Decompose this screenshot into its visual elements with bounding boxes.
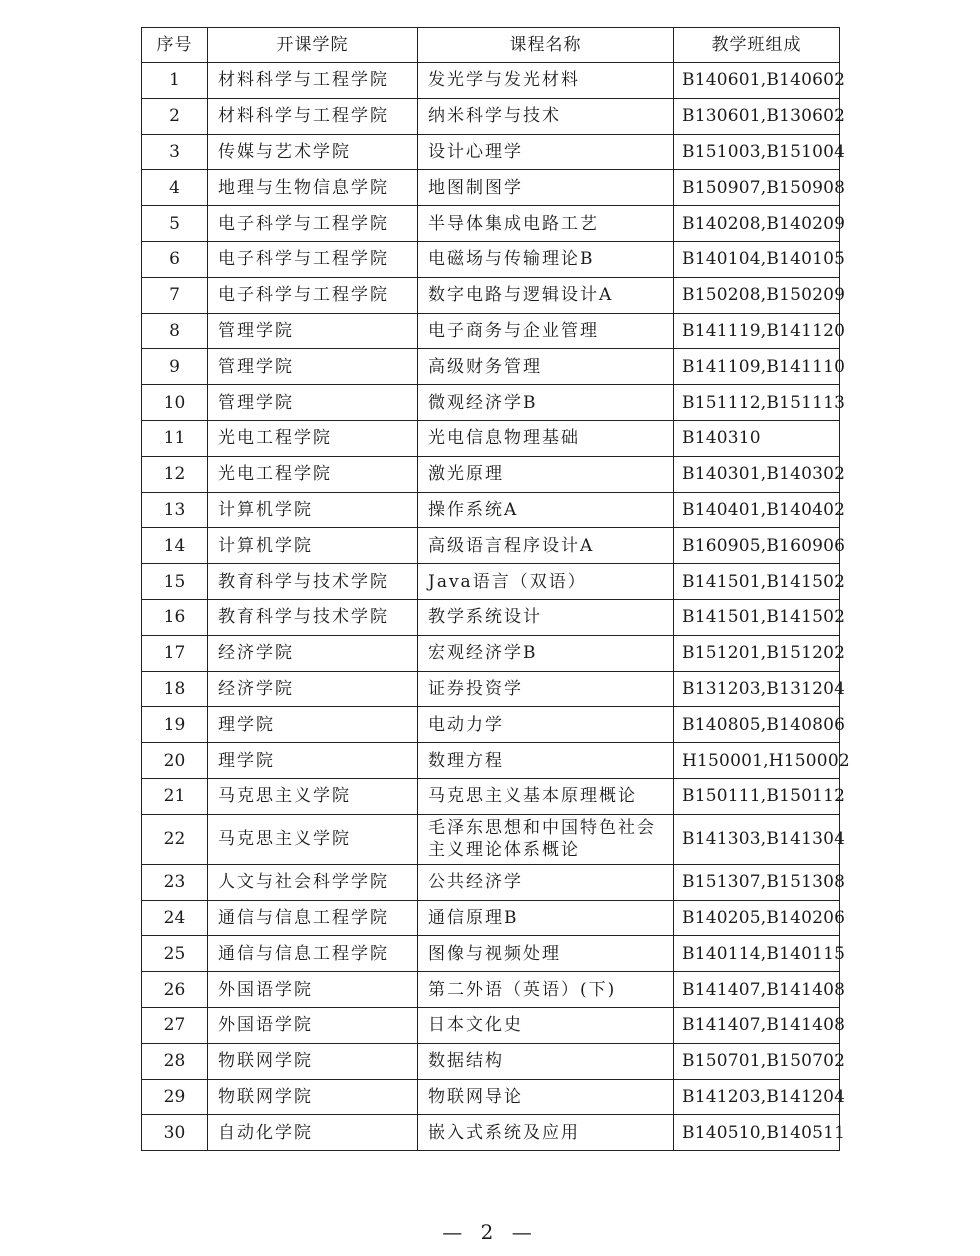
row-course: 电动力学 bbox=[418, 707, 674, 743]
row-number: 12 bbox=[142, 456, 208, 492]
row-classes: B150701,B150702 bbox=[674, 1043, 840, 1079]
row-college: 通信与信息工程学院 bbox=[208, 936, 418, 972]
table-row bbox=[142, 1079, 840, 1115]
row-college: 物联网学院 bbox=[208, 1079, 418, 1115]
row-classes: B140401,B140402 bbox=[674, 492, 840, 528]
row-number: 16 bbox=[142, 599, 208, 635]
row-college: 自动化学院 bbox=[208, 1115, 418, 1151]
table-row bbox=[142, 134, 840, 170]
row-course: 光电信息物理基础 bbox=[418, 420, 674, 456]
table-row bbox=[142, 456, 840, 492]
table-row bbox=[142, 936, 840, 972]
row-number: 13 bbox=[142, 492, 208, 528]
row-number: 27 bbox=[142, 1007, 208, 1043]
row-course: 发光学与发光材料 bbox=[418, 63, 674, 99]
row-classes: B131203,B131204 bbox=[674, 671, 840, 707]
row-classes: B141303,B141304 bbox=[674, 814, 840, 864]
row-college: 外国语学院 bbox=[208, 1007, 418, 1043]
row-course: 第二外语（英语）(下) bbox=[418, 972, 674, 1008]
row-classes: B140208,B140209 bbox=[674, 206, 840, 242]
row-classes: B140805,B140806 bbox=[674, 707, 840, 743]
row-course: 数据结构 bbox=[418, 1043, 674, 1079]
row-number: 10 bbox=[142, 385, 208, 421]
row-college: 地理与生物信息学院 bbox=[208, 170, 418, 206]
row-college: 材料科学与工程学院 bbox=[208, 63, 418, 99]
row-course: 宏观经济学B bbox=[418, 635, 674, 671]
row-course: 地图制图学 bbox=[418, 170, 674, 206]
row-college: 电子科学与工程学院 bbox=[208, 241, 418, 277]
row-course: 嵌入式系统及应用 bbox=[418, 1115, 674, 1151]
row-course: 电子商务与企业管理 bbox=[418, 313, 674, 349]
row-college: 管理学院 bbox=[208, 313, 418, 349]
row-course: 电磁场与传输理论B bbox=[418, 241, 674, 277]
table-header-row bbox=[142, 28, 840, 63]
row-course: 图像与视频处理 bbox=[418, 936, 674, 972]
row-number: 11 bbox=[142, 420, 208, 456]
row-course: 数理方程 bbox=[418, 743, 674, 779]
row-college: 物联网学院 bbox=[208, 1043, 418, 1079]
header-college: 开课学院 bbox=[208, 28, 418, 63]
row-number: 20 bbox=[142, 743, 208, 779]
row-number: 15 bbox=[142, 564, 208, 600]
row-classes: B140310 bbox=[674, 420, 840, 456]
row-course: 日本文化史 bbox=[418, 1007, 674, 1043]
row-number: 5 bbox=[142, 206, 208, 242]
row-course: 教学系统设计 bbox=[418, 599, 674, 635]
row-number: 8 bbox=[142, 313, 208, 349]
row-college: 理学院 bbox=[208, 743, 418, 779]
row-classes: B130601,B130602 bbox=[674, 98, 840, 134]
table-row bbox=[142, 743, 840, 779]
row-classes: B140301,B140302 bbox=[674, 456, 840, 492]
row-college: 外国语学院 bbox=[208, 972, 418, 1008]
table-row bbox=[142, 420, 840, 456]
row-college: 管理学院 bbox=[208, 349, 418, 385]
table-row bbox=[142, 972, 840, 1008]
table-row bbox=[142, 635, 840, 671]
table-row bbox=[142, 206, 840, 242]
row-college: 教育科学与技术学院 bbox=[208, 599, 418, 635]
row-classes: B141501,B141502 bbox=[674, 599, 840, 635]
row-college: 电子科学与工程学院 bbox=[208, 277, 418, 313]
row-classes: B151112,B151113 bbox=[674, 385, 840, 421]
table-row bbox=[142, 671, 840, 707]
table-body bbox=[142, 63, 850, 1151]
row-course: 数字电路与逻辑设计A bbox=[418, 277, 674, 313]
row-number: 6 bbox=[142, 241, 208, 277]
table-row bbox=[142, 864, 840, 900]
row-course: 毛泽东思想和中国特色社会主义理论体系概论 bbox=[418, 814, 674, 864]
table-row bbox=[142, 528, 840, 564]
row-course: 物联网导论 bbox=[418, 1079, 674, 1115]
row-classes: B151307,B151308 bbox=[674, 864, 840, 900]
table-row bbox=[142, 900, 840, 936]
row-college: 马克思主义学院 bbox=[208, 814, 418, 864]
row-college: 人文与社会科学学院 bbox=[208, 864, 418, 900]
row-course: 微观经济学B bbox=[418, 385, 674, 421]
row-number: 29 bbox=[142, 1079, 208, 1115]
row-classes: B151201,B151202 bbox=[674, 635, 840, 671]
row-course: 设计心理学 bbox=[418, 134, 674, 170]
row-classes: B141109,B141110 bbox=[674, 349, 840, 385]
row-college: 光电工程学院 bbox=[208, 456, 418, 492]
table-row bbox=[142, 599, 840, 635]
row-course: 高级语言程序设计A bbox=[418, 528, 674, 564]
row-classes: B140205,B140206 bbox=[674, 900, 840, 936]
table-row bbox=[142, 707, 840, 743]
row-course: Java语言（双语） bbox=[418, 564, 674, 600]
row-number: 4 bbox=[142, 170, 208, 206]
row-classes: B141119,B141120 bbox=[674, 313, 840, 349]
row-course: 证券投资学 bbox=[418, 671, 674, 707]
row-classes: B140601,B140602 bbox=[674, 63, 840, 99]
row-number: 7 bbox=[142, 277, 208, 313]
table-row bbox=[142, 241, 840, 277]
table-row bbox=[142, 1007, 840, 1043]
header-classes: 教学班组成 bbox=[674, 28, 840, 63]
row-college: 通信与信息工程学院 bbox=[208, 900, 418, 936]
table-row bbox=[142, 277, 840, 313]
row-number: 26 bbox=[142, 972, 208, 1008]
row-college: 计算机学院 bbox=[208, 492, 418, 528]
table-row bbox=[142, 349, 840, 385]
row-college: 理学院 bbox=[208, 707, 418, 743]
row-number: 3 bbox=[142, 134, 208, 170]
row-course: 激光原理 bbox=[418, 456, 674, 492]
table-row bbox=[142, 63, 840, 99]
row-classes: B150907,B150908 bbox=[674, 170, 840, 206]
header-no: 序号 bbox=[142, 28, 208, 63]
row-course: 马克思主义基本原理概论 bbox=[418, 778, 674, 814]
table-row bbox=[142, 385, 840, 421]
row-number: 18 bbox=[142, 671, 208, 707]
row-classes: B141407,B141408 bbox=[674, 1007, 840, 1043]
row-college: 材料科学与工程学院 bbox=[208, 98, 418, 134]
row-course: 纳米科学与技术 bbox=[418, 98, 674, 134]
row-number: 17 bbox=[142, 635, 208, 671]
row-number: 9 bbox=[142, 349, 208, 385]
row-college: 经济学院 bbox=[208, 635, 418, 671]
row-classes: H150001,H150002 bbox=[674, 743, 840, 779]
row-number: 30 bbox=[142, 1115, 208, 1151]
table-row bbox=[142, 564, 840, 600]
row-college: 马克思主义学院 bbox=[208, 778, 418, 814]
row-college: 光电工程学院 bbox=[208, 420, 418, 456]
course-table bbox=[141, 27, 850, 1151]
row-classes: B141203,B141204 bbox=[674, 1079, 840, 1115]
row-course: 半导体集成电路工艺 bbox=[418, 206, 674, 242]
table-row bbox=[142, 98, 840, 134]
row-number: 25 bbox=[142, 936, 208, 972]
header-course: 课程名称 bbox=[418, 28, 674, 63]
row-college: 计算机学院 bbox=[208, 528, 418, 564]
row-course: 操作系统A bbox=[418, 492, 674, 528]
page-number: — 2 — bbox=[442, 1220, 538, 1244]
table-row bbox=[142, 170, 840, 206]
row-number: 2 bbox=[142, 98, 208, 134]
row-number: 21 bbox=[142, 778, 208, 814]
row-number: 28 bbox=[142, 1043, 208, 1079]
row-number: 24 bbox=[142, 900, 208, 936]
row-college: 传媒与艺术学院 bbox=[208, 134, 418, 170]
row-classes: B150111,B150112 bbox=[674, 778, 840, 814]
table-row bbox=[142, 778, 840, 814]
row-course: 高级财务管理 bbox=[418, 349, 674, 385]
table-row bbox=[142, 1115, 840, 1151]
row-college: 教育科学与技术学院 bbox=[208, 564, 418, 600]
row-number: 23 bbox=[142, 864, 208, 900]
row-classes: B151003,B151004 bbox=[674, 134, 840, 170]
row-classes: B140510,B140511 bbox=[674, 1115, 840, 1151]
row-classes: B150208,B150209 bbox=[674, 277, 840, 313]
table-row bbox=[142, 814, 840, 864]
table-row bbox=[142, 313, 840, 349]
row-number: 22 bbox=[142, 814, 208, 864]
row-course: 公共经济学 bbox=[418, 864, 674, 900]
row-college: 管理学院 bbox=[208, 385, 418, 421]
row-classes: B140114,B140115 bbox=[674, 936, 840, 972]
row-course: 通信原理B bbox=[418, 900, 674, 936]
row-number: 19 bbox=[142, 707, 208, 743]
row-number: 14 bbox=[142, 528, 208, 564]
row-classes: B160905,B160906 bbox=[674, 528, 840, 564]
row-classes: B141501,B141502 bbox=[674, 564, 840, 600]
table-row bbox=[142, 1043, 840, 1079]
row-number: 1 bbox=[142, 63, 208, 99]
row-classes: B140104,B140105 bbox=[674, 241, 840, 277]
row-classes: B141407,B141408 bbox=[674, 972, 840, 1008]
row-college: 电子科学与工程学院 bbox=[208, 206, 418, 242]
table-row bbox=[142, 492, 840, 528]
row-college: 经济学院 bbox=[208, 671, 418, 707]
